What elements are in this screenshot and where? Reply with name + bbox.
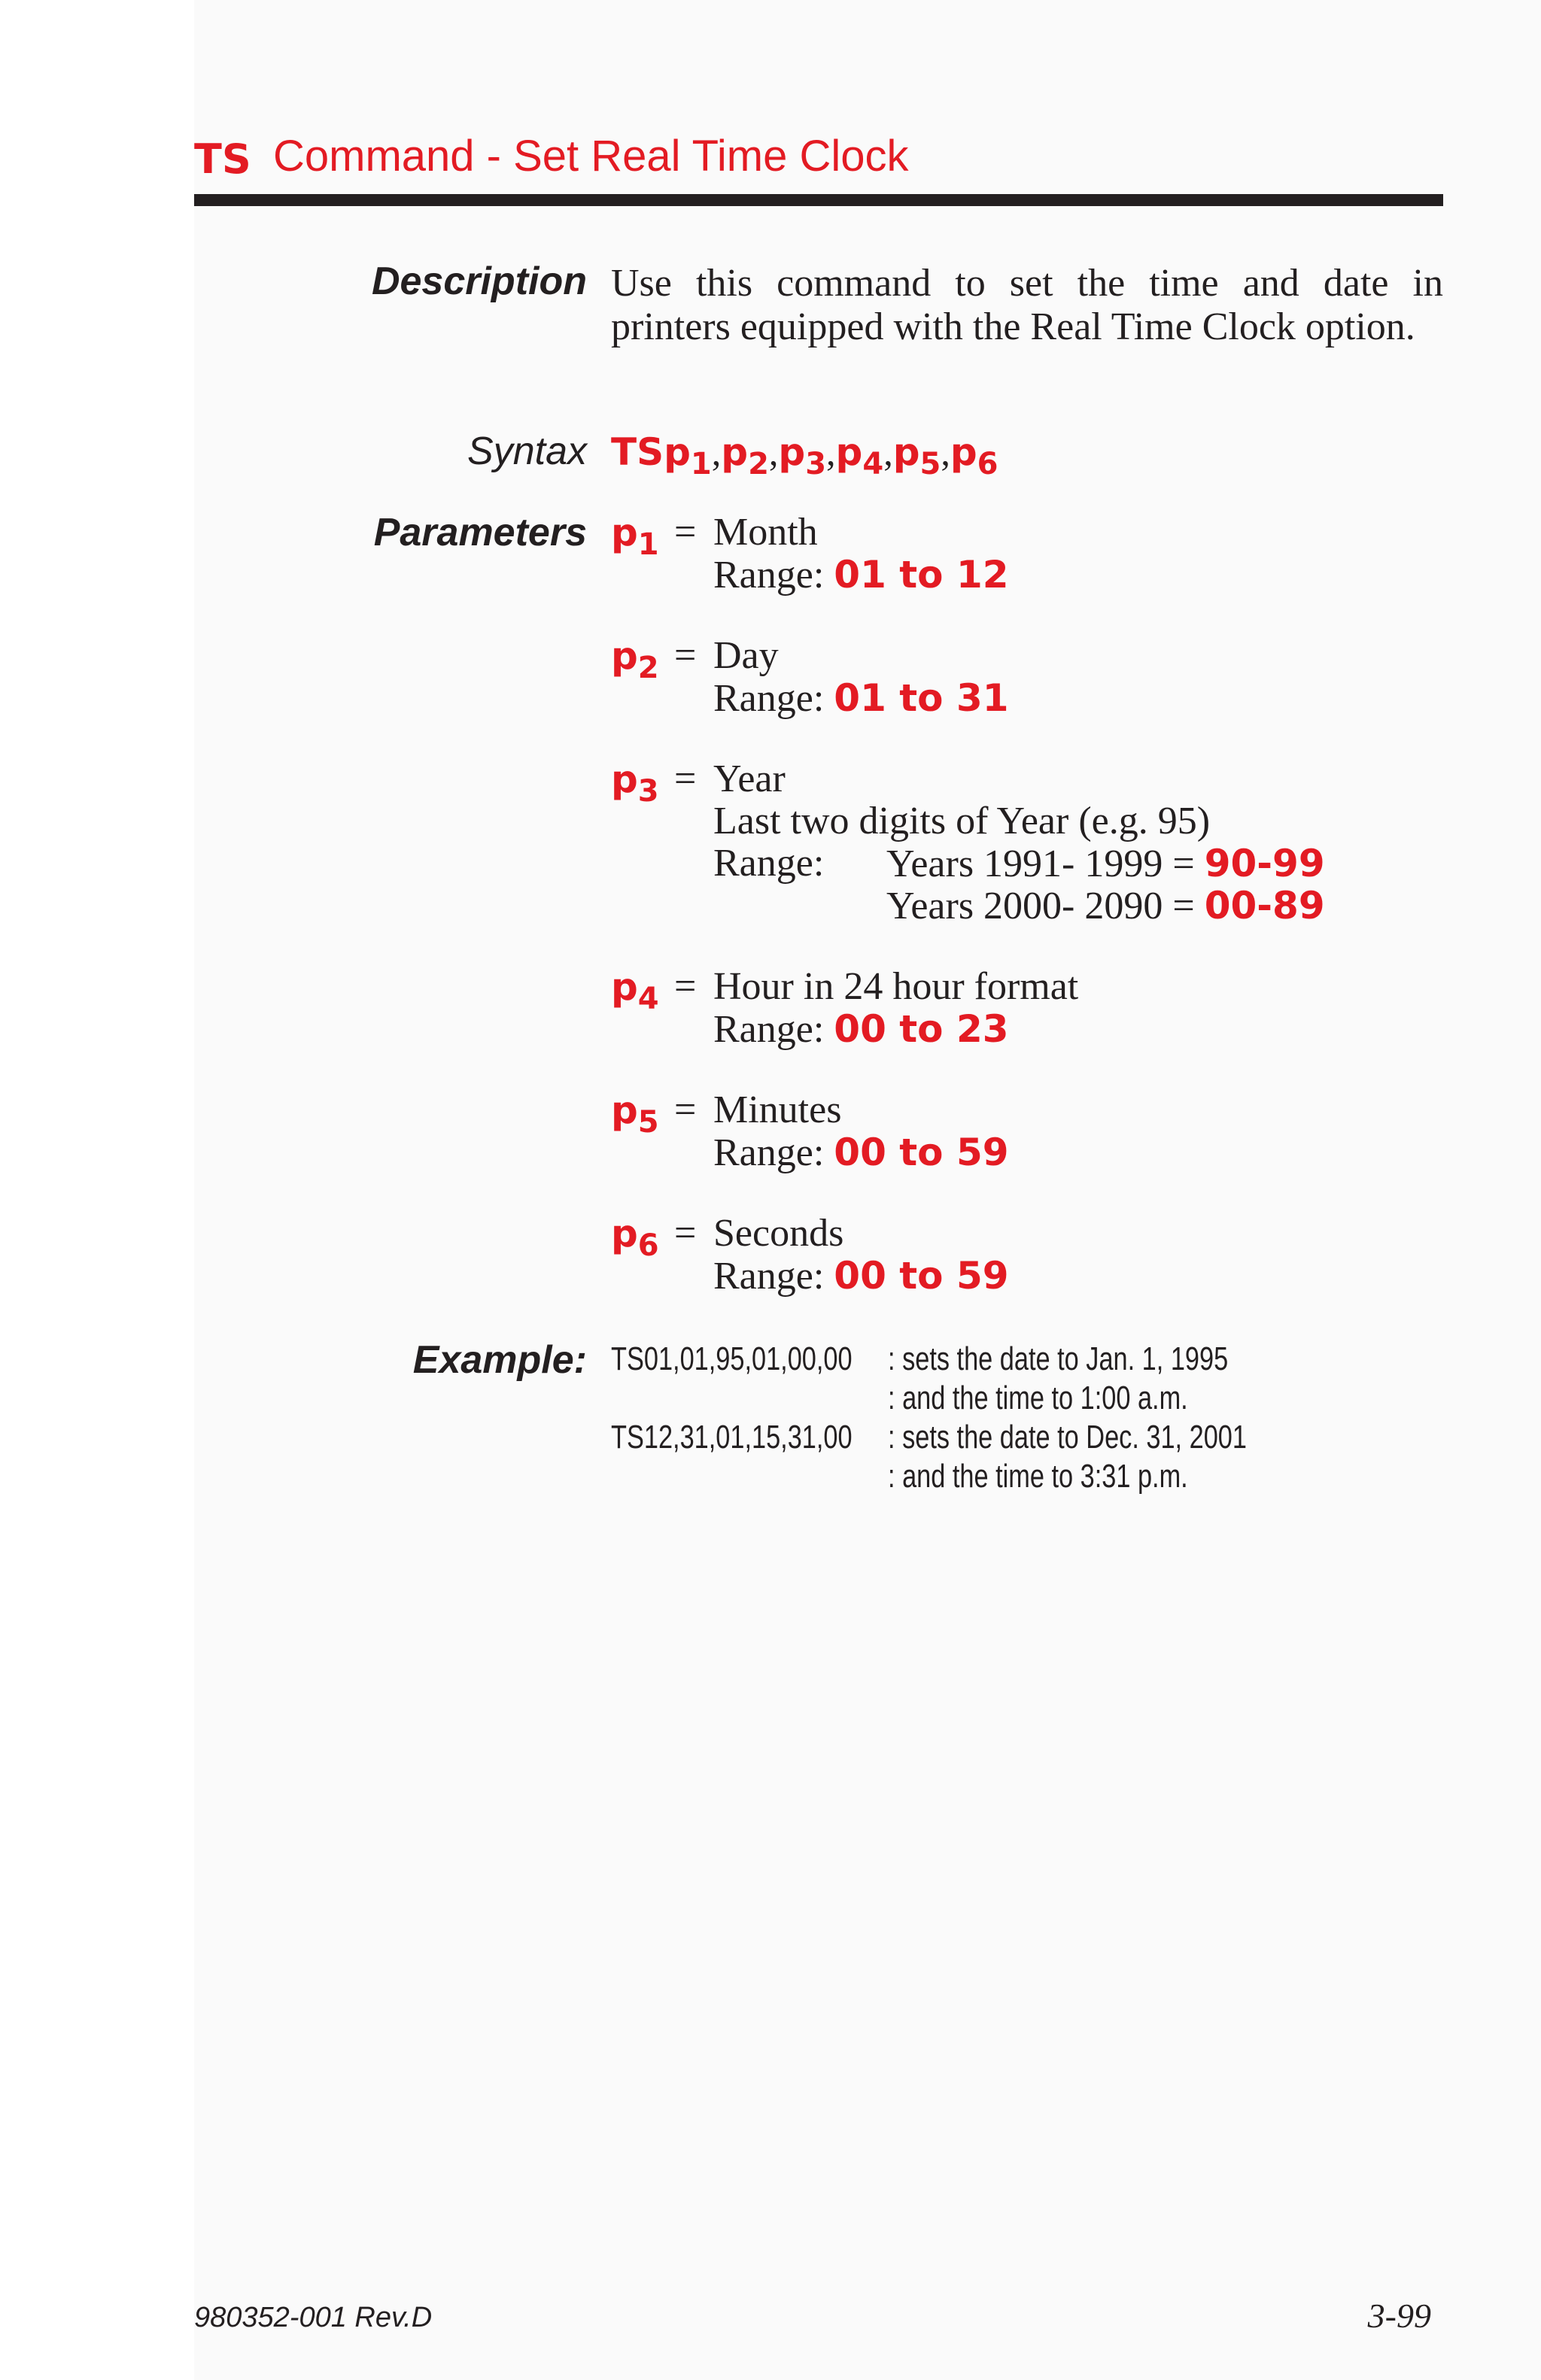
page-title: Command - Set Real Time Clock: [273, 132, 909, 181]
command-code: TS: [194, 135, 251, 183]
page-number: 3-99: [1367, 2297, 1431, 2335]
description-label: Description: [371, 260, 587, 303]
header-rule: [194, 194, 1443, 206]
example-note: : and the time to 3:31 p.m.: [888, 1458, 1188, 1495]
example-note: : sets the date to Dec. 31, 2001: [888, 1419, 1247, 1456]
syntax-text: $TSp_1,p_2,p_3,p_4,p_5,p_6$: [611, 430, 998, 481]
parameters-label: Parameters: [373, 511, 587, 554]
example-label: Example:: [412, 1338, 587, 1382]
description-text: Use this command to set the time and date in printers equipped with the Real Time Clock option.: [611, 262, 1443, 348]
example-note: : sets the date to Jan. 1, 1995: [888, 1340, 1229, 1377]
page-background: [194, 0, 1541, 2380]
example-command-1: TS01,01,95,01,00,00: [611, 1340, 853, 1377]
example-note: : and the time to 1:00 a.m.: [888, 1380, 1188, 1416]
example-command-2: TS12,31,01,15,31,00: [611, 1419, 853, 1456]
syntax-label: Syntax: [467, 430, 587, 473]
document-number: 980352-001 Rev.D: [194, 2302, 433, 2333]
